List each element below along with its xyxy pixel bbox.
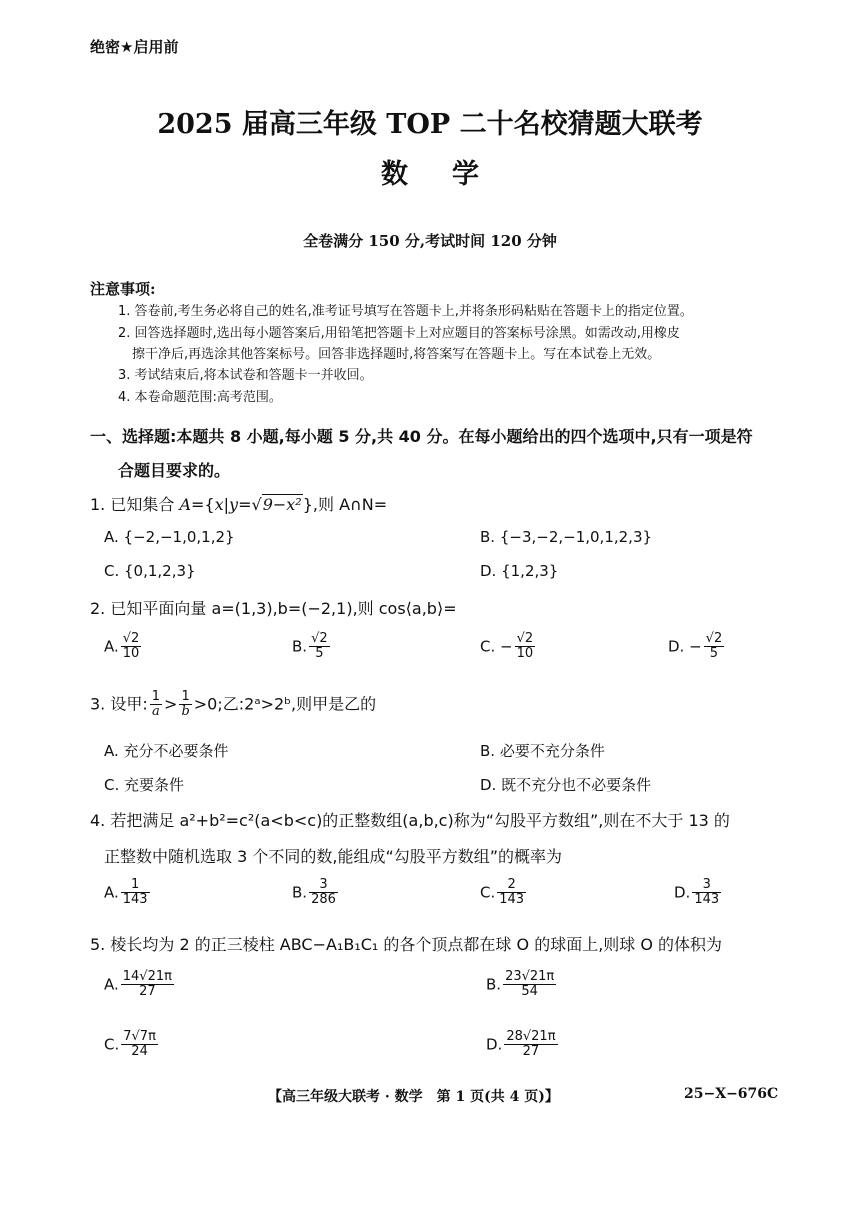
question-5-stem: 5. 棱长均为 2 的正三棱柱 ABC−A₁B₁C₁ 的各个顶点都在球 O 的球面上,则球 O 的体积为 — [90, 935, 723, 954]
q4-option-b[interactable] — [292, 878, 340, 908]
q1-radicand: 9−x² — [262, 495, 302, 514]
q5-option-b[interactable] — [486, 970, 558, 1000]
q4-b-label: B. — [292, 883, 308, 902]
q2-b-den: 5 — [315, 646, 324, 662]
q1-bar: | — [223, 495, 230, 514]
question-1-stem — [90, 492, 387, 515]
q5-c-den: 24 — [131, 1044, 148, 1060]
paper-code: 25−X−676C — [684, 1086, 779, 1102]
q3-option-c[interactable]: C. 充要条件 — [104, 776, 185, 794]
q1-suffix: ,则 A∩N= — [312, 495, 388, 514]
q4-option-c[interactable] — [480, 878, 528, 908]
q1-var-x: x — [214, 495, 224, 514]
subject-title: 数学 — [381, 159, 523, 190]
question-4-stem: 4. 若把满足 a²+b²=c²(a<b<c)的正整数组(a,b,c)称为“勾股平方数组”,则在不大于 13 的 — [90, 811, 730, 830]
q4-b-num: 3 — [309, 878, 338, 893]
notice-item: 3. 考试结束后,将本试卷和答题卡一并收回。 — [118, 368, 373, 383]
q5-b-label: B. — [486, 975, 502, 994]
q4-d-den: 143 — [694, 892, 720, 908]
q5-d-num: 28√21π — [506, 1029, 556, 1044]
q5-a-den: 27 — [139, 984, 156, 1000]
q3-pre: 3. 设甲: — [90, 694, 148, 714]
q4-a-num: 1 — [121, 878, 150, 893]
q4-c-den: 143 — [499, 892, 525, 908]
q5-a-label: A. — [104, 975, 119, 994]
q2-c-den: 10 — [516, 646, 534, 662]
exam-info: 全卷满分 150 分,考试时间 120 分钟 — [303, 232, 557, 250]
notice-heading: 注意事项: — [90, 280, 156, 298]
q3-option-d[interactable]: D. 既不充分也不必要条件 — [480, 776, 652, 794]
q4-a-den: 143 — [122, 892, 148, 908]
q1-set: A — [179, 495, 192, 514]
q5-b-den: 54 — [521, 984, 538, 1000]
notice-item: 4. 本卷命题范围:高考范围。 — [118, 390, 282, 405]
q5-option-c[interactable] — [104, 1030, 160, 1060]
q2-c-label: C. − — [480, 637, 513, 656]
q1-option-b[interactable]: B. {−3,−2,−1,0,1,2,3} — [480, 528, 653, 546]
q2-d-num: √2 — [705, 631, 723, 646]
q5-option-a[interactable] — [104, 970, 176, 1000]
question-3-stem — [90, 690, 376, 720]
q1-close: } — [302, 495, 313, 514]
q1-option-c[interactable]: C. {0,1,2,3} — [104, 562, 196, 580]
q5-a-num: 14√21π — [122, 969, 172, 984]
q4-b-den: 286 — [311, 892, 336, 908]
q3-f1-den: a — [152, 704, 160, 720]
q4-a-label: A. — [104, 883, 119, 902]
q1-option-a[interactable]: A. {−2,−1,0,1,2} — [104, 528, 235, 546]
notice-item: 2. 回答选择题时,选出每小题答案后,用铅笔把答题卡上对应题目的答案标号涂黑。如需改动,用橡皮 — [118, 326, 680, 341]
confidential-label: 绝密★启用前 — [90, 38, 179, 56]
q2-option-b[interactable] — [292, 632, 332, 662]
q4-d-label: D. — [674, 883, 691, 902]
q3-f2-num: 1 — [179, 690, 191, 705]
q4-d-num: 3 — [692, 878, 721, 893]
section-heading: 一、选择题:本题共 8 小题,每小题 5 分,共 40 分。在每小题给出的四个选项中,只有一项是符 — [90, 427, 753, 446]
q4-c-label: C. — [480, 883, 496, 902]
question-4-stem-cont: 正整数中随机选取 3 个不同的数,能组成“勾股平方数组”的概率为 — [104, 847, 563, 866]
q1-prefix: 1. 已知集合 — [90, 495, 180, 514]
question-2-stem: 2. 已知平面向量 a=(1,3),b=(−2,1),则 cos⟨a,b⟩= — [90, 599, 457, 618]
q3-post: >0;乙:2ᵃ>2ᵇ,则甲是乙的 — [193, 694, 377, 714]
q1-eq: ={ — [191, 495, 215, 514]
q3-f2-den: b — [181, 704, 190, 720]
q1-option-d[interactable]: D. {1,2,3} — [480, 562, 559, 580]
exam-title: 2025 届高三年级 TOP 二十名校猜题大联考 — [157, 109, 703, 140]
q2-option-d[interactable] — [668, 632, 726, 662]
q2-b-label: B. — [292, 637, 308, 656]
q2-a-label: A. — [104, 637, 119, 656]
q2-c-num: √2 — [516, 631, 534, 646]
q2-a-den: 10 — [122, 646, 140, 662]
q5-option-d[interactable] — [486, 1030, 560, 1060]
notice-item: 擦干净后,再选涂其他答案标号。回答非选择题时,将答案写在答题卡上。写在本试卷上无效。 — [132, 347, 661, 362]
q4-option-d[interactable] — [674, 878, 723, 908]
q1-root-sign: √ — [251, 495, 262, 514]
q2-option-c[interactable] — [480, 632, 537, 662]
q5-b-num: 23√21π — [505, 969, 555, 984]
q1-var-y: y — [229, 495, 239, 514]
section-heading-cont: 合题目要求的。 — [118, 461, 231, 480]
q5-c-label: C. — [104, 1035, 120, 1054]
q3-f1-num: 1 — [151, 689, 161, 704]
q3-option-a[interactable]: A. 充分不必要条件 — [104, 742, 229, 760]
q3-option-b[interactable]: B. 必要不充分条件 — [480, 742, 605, 760]
q2-a-num: √2 — [122, 631, 140, 646]
q2-d-label: D. − — [668, 637, 702, 656]
q5-c-num: 7√7π — [123, 1029, 156, 1044]
q5-d-label: D. — [486, 1035, 503, 1054]
page-footer: 【高三年级大联考 · 数学 第 1 页(共 4 页)】 — [268, 1089, 559, 1105]
q2-d-den: 5 — [709, 646, 719, 662]
q5-d-den: 27 — [522, 1044, 540, 1060]
notice-item: 1. 答卷前,考生务必将自己的姓名,准考证号填写在答题卡上,并将条形码粘贴在答题卡上的指定位置。 — [118, 304, 693, 319]
q2-b-num: √2 — [311, 631, 328, 646]
q2-option-a[interactable] — [104, 632, 143, 662]
q4-c-num: 2 — [497, 878, 526, 893]
q3-gt: > — [164, 694, 178, 714]
q1-eq2: = — [238, 495, 252, 514]
q4-option-a[interactable] — [104, 878, 152, 908]
